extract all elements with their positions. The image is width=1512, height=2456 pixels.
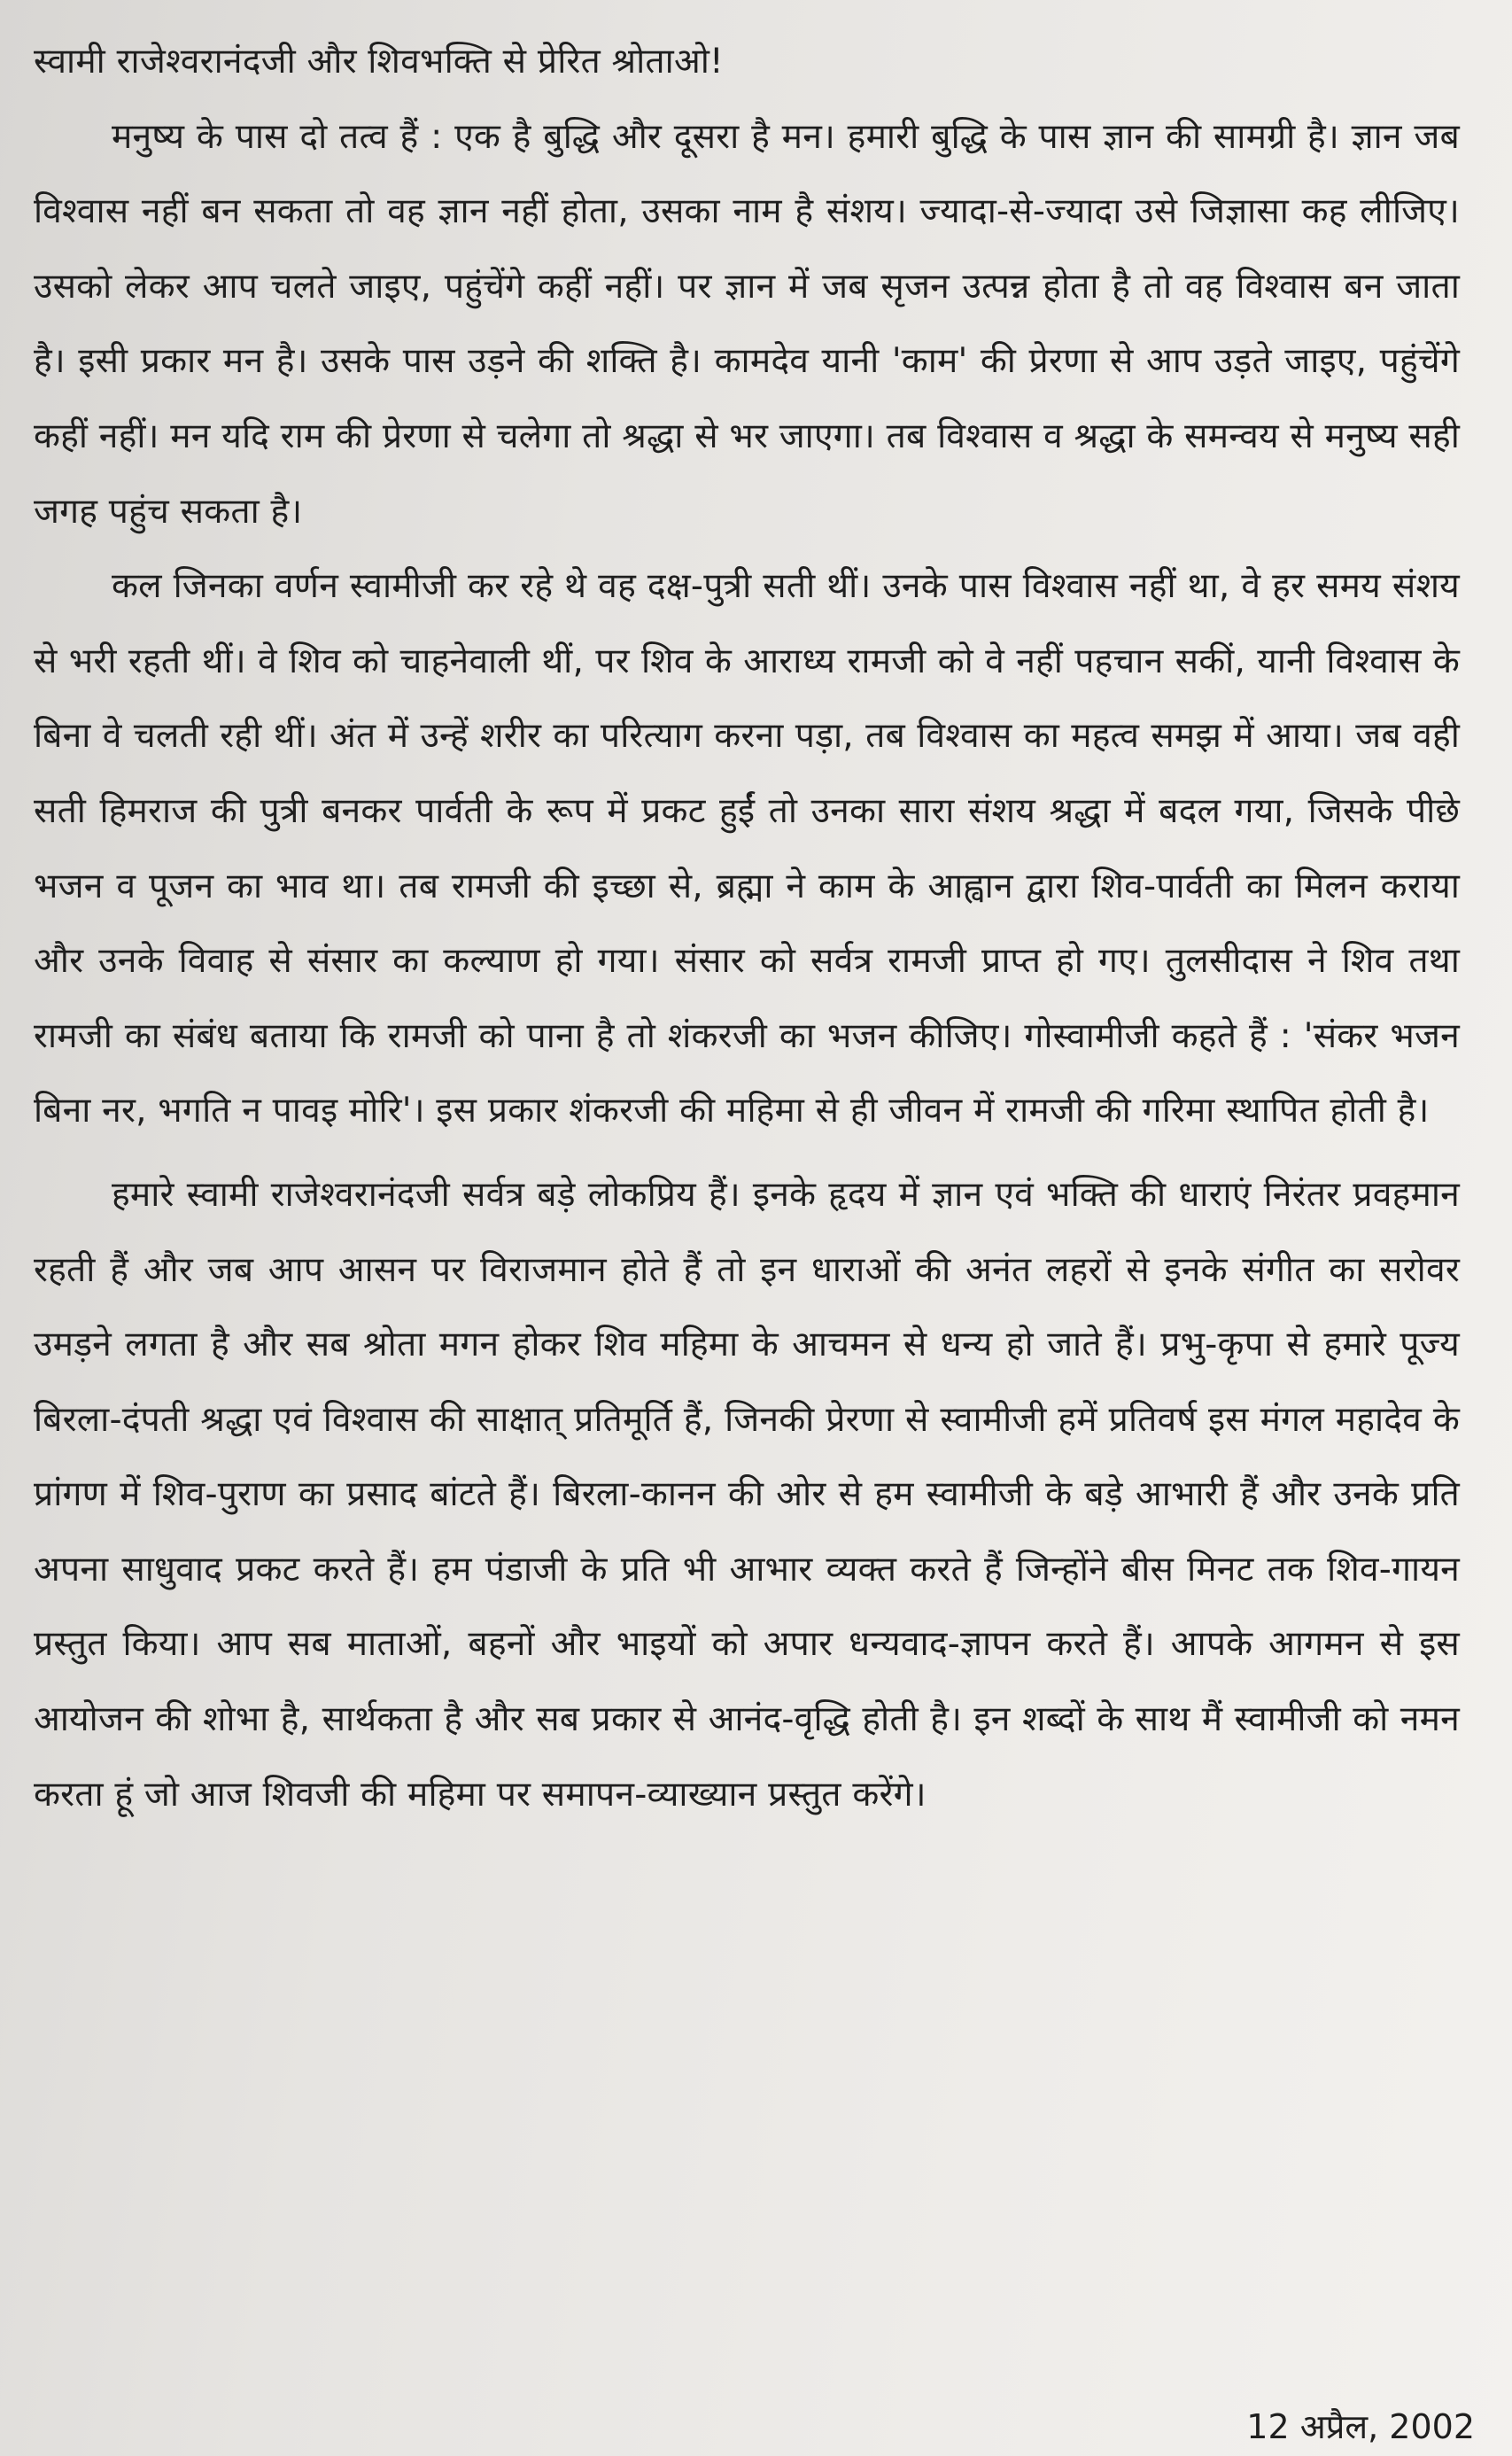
paragraph-1: मनुष्य के पास दो तत्व हैं : एक है बुद्धि और दूसरा है मन। हमारी बुद्धि के पास ज्ञान की सामग्री है। ज्ञान जब विश्वास नहीं बन सकता तो वह ज्ञान नहीं होता, उसका नाम है संशय। ज्यादा-से-ज्यादा उसे जिज्ञासा कह लीजिए। उसको लेकर आप चलते जाइए, पहुंचेंगे कहीं नहीं। पर ज्ञान में जब सृजन उत्पन्न होता है तो वह विश्वास बन जाता है। इसी प्रकार मन है। उसके पास उड़ने की शक्ति है। कामदेव यानी 'काम' की प्रेरणा से आप उड़ते जाइए, पहुंचेंगे कहीं नहीं। मन यदि राम की प्रेरणा से चलेगा तो श्रद्धा से भर जाएगा। तब विश्वास व श्रद्धा के समन्वय से मनुष्य सही जगह पहुंच सकता है। [34, 116, 1460, 532]
paragraph-2: कल जिनका वर्णन स्वामीजी कर रहे थे वह दक्ष-पुत्री सती थीं। उनके पास विश्वास नहीं था, वे हर समय संशय से भरी रहती थीं। वे शिव को चाहनेवाली थीं, पर शिव के आराध्य रामजी को वे नहीं पहचान सकीं, यानी विश्वास के बिना वे चलती रही थीं। अंत में उन्हें शरीर का परित्याग करना पड़ा, तब विश्वास का महत्व समझ में आया। जब वही सती हिमराज की पुत्री बनकर पार्वती के रूप में प्रकट हुईं तो उनका सारा संशय श्रद्धा में बदल गया, जिसके पीछे भजन व पूजन का भाव था। तब रामजी की इच्छा से, ब्रह्मा ने काम के आह्वान द्वारा शिव-पार्वती का मिलन कराया और उनके विवाह से संसार का कल्याण हो गया। संसार को सर्वत्र रामजी प्राप्त हो गए। तुलसीदास ने शिव तथा रामजी का संबंध बताया कि रामजी को पाना है तो शंकरजी का भजन कीजिए। गोस्वामीजी कहते हैं : 'संकर भजन बिना नर, भगति न पावइ मोरि'। इस प्रकार शंकरजी की महिमा से ही जीवन में रामजी की गरिमा स्थापित होती है। [34, 566, 1460, 1131]
greeting-line: स्वामी राजेश्वरानंदजी और शिवभक्ति से प्रेरित श्रोताओ! [34, 42, 724, 82]
document-date: 12 अप्रैल, 2002 [1246, 2407, 1475, 2446]
paragraph-3: हमारे स्वामी राजेश्वरानंदजी सर्वत्र बड़े लोकप्रिय हैं। इनके हृदय में ज्ञान एवं भक्ति की धाराएं निरंतर प्रवहमान रहती हैं और जब आप आसन पर विराजमान होते हैं तो इन धाराओं की अनंत लहरों से इनके संगीत का सरोवर उमड़ने लगता है और सब श्रोता मगन होकर शिव महिमा के आचमन से धन्य हो जाते हैं। प्रभु-कृपा से हमारे पूज्य बिरला-दंपती श्रद्धा एवं विश्वास की साक्षात् प्रतिमूर्ति हैं, जिनकी प्रेरणा से स्वामीजी हमें प्रतिवर्ष इस मंगल महादेव के प्रांगण में शिव-पुराण का प्रसाद बांटते हैं। बिरला-कानन की ओर से हम स्वामीजी के बड़े आभारी हैं और उनके प्रति अपना साधुवाद प्रकट करते हैं। हम पंडाजी के प्रति भी आभार व्यक्त करते हैं जिन्होंने बीस मिनट तक शिव-गायन प्रस्तुत किया। आप सब माताओं, बहनों और भाइयों को अपार धन्यवाद-ज्ञापन करते हैं। आपके आगमन से इस आयोजन की शोभा है, सार्थकता है और सब प्रकार से आनंद-वृद्धि होती है। इन शब्दों के साथ मैं स्वामीजी को नमन करता हूं जो आज शिवजी की महिमा पर समापन-व्याख्यान प्रस्तुत करेंगे। [34, 1174, 1460, 1815]
document-body [34, 25, 1460, 1832]
